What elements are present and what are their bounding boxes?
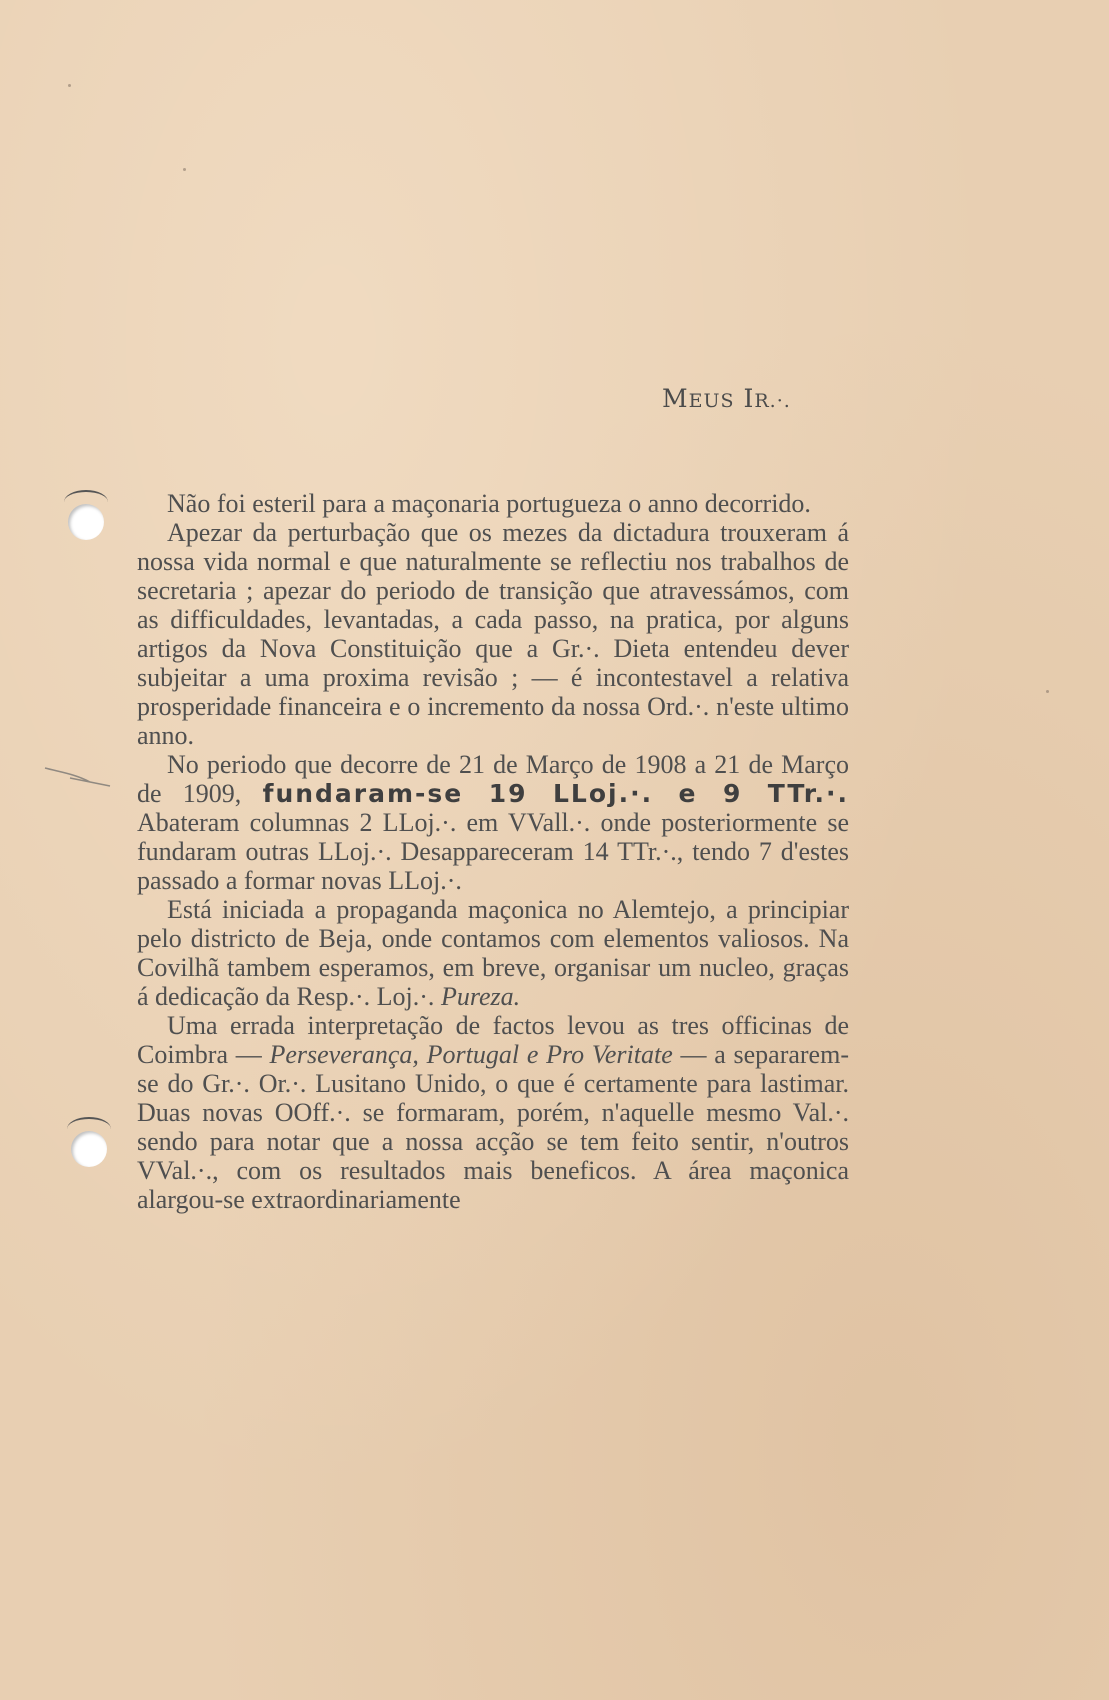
binder-hole-top xyxy=(68,504,104,540)
salutation xyxy=(662,384,791,413)
paragraph xyxy=(137,1011,849,1214)
body-text xyxy=(137,489,849,1214)
italic-text: Pureza. xyxy=(440,982,521,1011)
italic-text: Perseverança, Portugal e Pro Veritate xyxy=(269,1040,673,1069)
paragraph xyxy=(137,750,849,895)
salutation-initial-1: M xyxy=(662,384,689,413)
paper-speck xyxy=(183,168,186,171)
paragraph-text: Está iniciada a propaganda maçonica no Alemtejo, a principiar pelo districto de Beja, onde contamos com elementos valiosos. Na Covilhã tambem esperamos, em breve, organisar um nucleo, graças á dedicação da Resp.·. Loj.·. xyxy=(137,895,849,1011)
salutation-rest-2: R.·. xyxy=(754,390,791,412)
paragraph-text: Abateram columnas 2 LLoj.·. em VVall.·. onde posteriormente se fundaram outras LLoj.·. Desappareceram 14 TTr.·., tendo 7 d'estes passado a formar novas LLoj.·. xyxy=(137,808,849,895)
bold-text: fundaram-se 19 LLoj.·. e 9 TTr.·. xyxy=(262,779,849,808)
binder-hole-bottom xyxy=(71,1131,107,1167)
salutation-rest-1: EUS xyxy=(688,390,735,412)
paragraph xyxy=(137,895,849,1011)
paragraph-text: Não foi esteril para a maçonaria portugueza o anno decorrido. xyxy=(167,489,811,518)
paragraph xyxy=(137,489,849,518)
paragraph-text: Uma errada interpretação de factos levou as tres officinas de Coimbra — xyxy=(137,1011,849,1069)
paragraph xyxy=(137,518,849,750)
paper-speck xyxy=(1046,690,1049,693)
paragraph-text: Apezar da perturbação que os mezes da dictadura trouxeram á nossa vida normal e que naturalmente se reflectiu nos trabalhos de secretaria ; apezar do periodo de transição que atravessámos, com as difficuldades, levantadas, a cada passo, na pratica, por alguns artigos da Nova Constituição que a Gr.·. Dieta entendeu dever subjeitar a uma proxima revisão ; — é incontestavel a relativa prosperidade financeira e o incremento da nossa Ord.·. n'este ultimo anno. xyxy=(137,518,849,750)
salutation-initial-2: I xyxy=(743,384,755,413)
paragraph-text: No periodo que decorre de 21 de Março de 1908 a 21 de Março de 1909, xyxy=(137,750,849,808)
paper-speck xyxy=(68,84,71,87)
pencil-mark xyxy=(40,760,120,790)
paragraph-text: — a separarem-se do Gr.·. Or.·. Lusitano Unido, o que é certamente para lastimar. Duas novas OOff.·. se formaram, porém, n'aquelle mesmo Val.·. sendo para notar que a nossa acção se tem feito sentir, n'outros VVal.·., com os resultados mais beneficos. A área maçonica alargou-se extraordinariamente xyxy=(137,1040,849,1214)
